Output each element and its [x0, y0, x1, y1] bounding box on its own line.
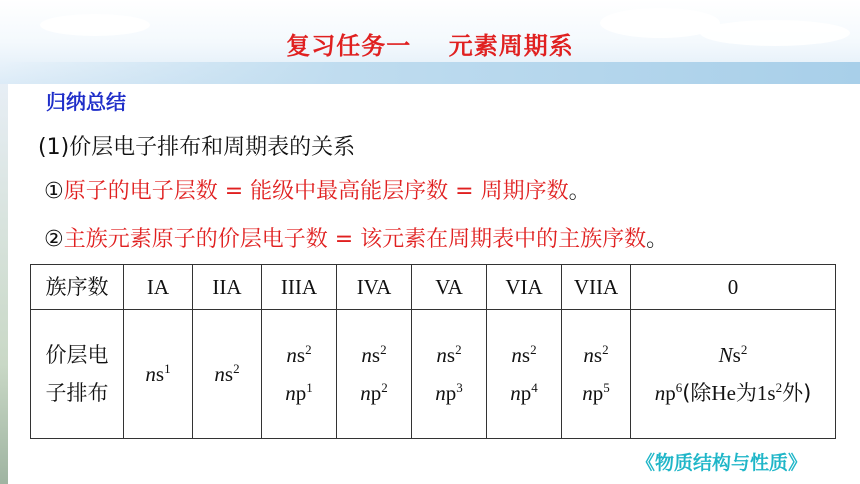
config-n: n: [285, 381, 296, 405]
config-cell: [562, 310, 631, 439]
group-cell: VIA: [487, 265, 562, 310]
config-electrons: 6: [675, 380, 683, 395]
config-orbital: p: [592, 381, 604, 405]
config-cell: [337, 310, 412, 439]
group-cell: VIIA: [562, 265, 631, 310]
note-close: 外): [782, 381, 812, 405]
config-orbital: s: [521, 342, 531, 367]
point-1-text: 原子的电子层数 = 能级中最高能层序数 = 周期序数: [63, 179, 569, 204]
config-n: n: [654, 381, 666, 405]
note-open: (除: [682, 381, 712, 405]
config-electrons: 2: [530, 341, 537, 357]
section-heading: (1)价层电子排布和周期表的关系: [38, 135, 356, 160]
point-2-end: 。: [646, 227, 669, 252]
config-orbital: s: [224, 361, 234, 386]
config-n: n: [582, 381, 593, 405]
config-n: n: [583, 342, 594, 367]
config-orbital: s: [155, 361, 165, 386]
config-cell: [262, 310, 337, 439]
config-n: n: [436, 342, 447, 367]
config-n: n: [435, 381, 446, 405]
config-electrons: 2: [740, 341, 748, 357]
group-cell: IA: [124, 265, 193, 310]
config-electrons: 5: [603, 380, 610, 395]
config-electrons: 2: [602, 341, 609, 357]
point-1: [44, 174, 591, 205]
group-cell: IIIA: [262, 265, 337, 310]
row-header-valence-line1: 价层电: [45, 342, 109, 367]
table-row-group-numbers: [31, 265, 836, 310]
row-header-valence-line2: 子排布: [45, 381, 109, 405]
config-n: n: [361, 342, 372, 367]
row-header-valence: [31, 310, 124, 439]
config-orbital: s: [593, 342, 603, 367]
group-cell: IVA: [337, 265, 412, 310]
config-n: N: [718, 342, 733, 367]
config-electrons: 1: [306, 380, 313, 395]
note-config: 1s: [756, 381, 776, 405]
config-n: n: [360, 381, 371, 405]
config-electrons: 1: [164, 360, 171, 376]
config-n: n: [145, 361, 156, 386]
config-orbital: p: [370, 381, 382, 405]
config-cell: [124, 310, 193, 439]
config-n: n: [511, 342, 522, 367]
point-2-marker: ②: [44, 227, 64, 252]
config-electrons: 3: [456, 380, 463, 395]
point-1-marker: ①: [44, 179, 64, 204]
table-row-valence-config: [31, 310, 836, 439]
summary-label: 归纳总结: [46, 90, 126, 114]
note-config-electrons: 2: [775, 380, 783, 395]
row-header-group: 族序数: [31, 265, 124, 310]
config-cell: [487, 310, 562, 439]
left-edge-decoration: [0, 84, 8, 484]
config-cell-noble-gas: [631, 310, 836, 439]
config-orbital: s: [732, 342, 741, 367]
config-orbital: s: [446, 342, 456, 367]
config-n: n: [286, 342, 297, 367]
group-cell: VA: [412, 265, 487, 310]
group-cell: IIA: [193, 265, 262, 310]
config-n: n: [214, 361, 225, 386]
periodic-table-summary: [30, 264, 836, 439]
config-cell: [193, 310, 262, 439]
sky-band: [0, 62, 860, 84]
config-electrons: 2: [381, 380, 388, 395]
point-1-end: 。: [568, 179, 591, 204]
config-n: n: [510, 381, 521, 405]
config-electrons: 2: [455, 341, 462, 357]
config-orbital: p: [295, 381, 307, 405]
config-orbital: s: [296, 342, 306, 367]
config-electrons: 4: [531, 380, 538, 395]
note-helium: He: [711, 381, 736, 405]
config-orbital: p: [665, 381, 676, 405]
config-cell: [412, 310, 487, 439]
footer-book-title: 《物质结构与性质》: [636, 452, 808, 474]
note-mid: 为: [735, 381, 757, 405]
config-electrons: 2: [305, 341, 312, 357]
group-cell: 0: [631, 265, 836, 310]
config-electrons: 2: [233, 360, 240, 376]
config-electrons: 2: [380, 341, 387, 357]
config-orbital: s: [371, 342, 381, 367]
point-2-text: 主族元素原子的价层电子数 = 该元素在周期表中的主族序数: [63, 227, 647, 252]
point-2: [44, 222, 668, 253]
config-orbital: p: [445, 381, 457, 405]
slide-title: 复习任务一 元素周期系: [286, 32, 574, 60]
config-orbital: p: [520, 381, 532, 405]
